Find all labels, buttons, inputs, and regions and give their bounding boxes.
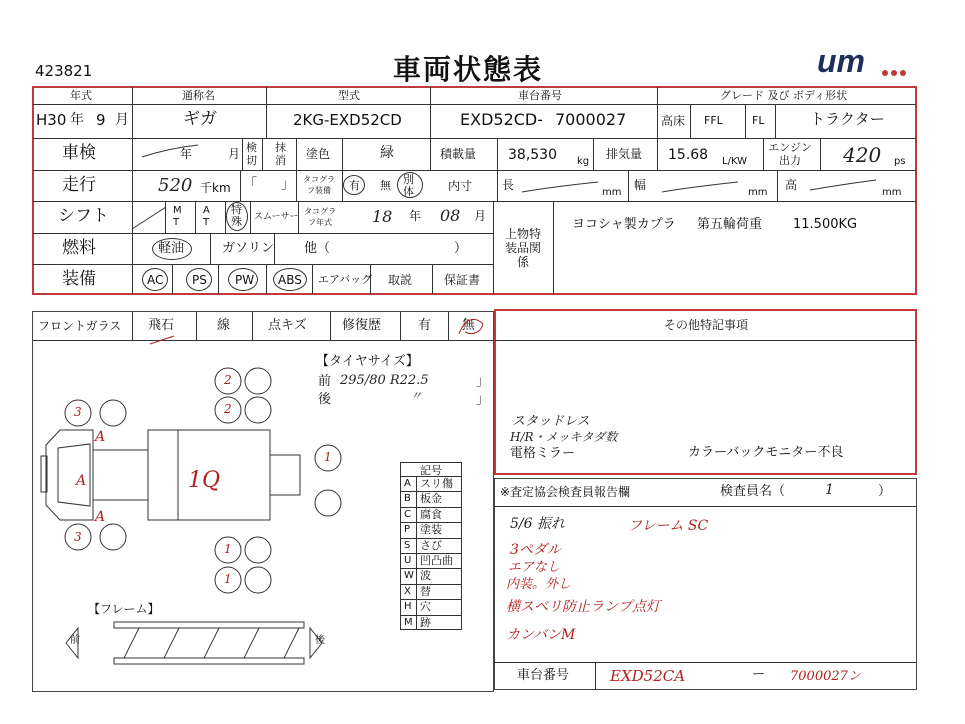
shift-mt: M T	[173, 205, 182, 228]
mileage-unit: 千km	[200, 181, 231, 195]
legend-code: H	[404, 601, 412, 613]
inspector-name-label: 検査員名（	[720, 484, 786, 499]
shift-special-circle	[226, 202, 248, 231]
page-title: 車両状態表	[393, 53, 544, 86]
windshield-no: 無	[462, 318, 476, 333]
equip-abs-circle	[273, 268, 307, 291]
month-value: 9	[96, 111, 106, 129]
tacho-year-unit: 年	[409, 209, 422, 223]
equip-pw: PW	[235, 273, 255, 287]
width-unit: mm	[748, 187, 768, 198]
legend-text: 板金	[420, 492, 442, 506]
mark-left-3: 3	[74, 405, 82, 419]
legend-text: 穴	[420, 600, 431, 614]
mark-rear-2: 1	[224, 572, 232, 586]
windshield-repair: 修復歴	[342, 318, 382, 333]
common-name: ギガ	[183, 109, 217, 129]
month-unit: 月	[115, 112, 129, 128]
shift-special: 特殊	[231, 203, 242, 228]
tacho-year-value: 18	[372, 207, 393, 226]
legend-text: 凹凸曲	[420, 554, 453, 567]
inspector-note-frame: フレーム SC	[628, 518, 709, 534]
document-number: 423821	[35, 62, 93, 80]
tacho-yes-circle	[343, 175, 365, 195]
label-common-name: 通称名	[182, 89, 215, 102]
inspection-massho: 抹消	[275, 141, 286, 167]
frame-rear-label: 後	[315, 635, 325, 646]
load-value: 38,530	[508, 147, 557, 163]
load-unit: kg	[577, 156, 590, 167]
equip-abs: ABS	[278, 273, 302, 287]
mileage-bracket-open: 「	[244, 177, 258, 192]
legend-text: スリ傷	[420, 477, 453, 490]
windshield-line: 線	[217, 318, 231, 333]
label-paint: 塗色	[306, 147, 331, 161]
remarks-title: その他特記事項	[664, 318, 749, 332]
label-windshield: フロントガラス	[38, 319, 122, 333]
chassis-number: 7000027	[555, 110, 627, 129]
tire-front-value: 295/80 R22.5	[340, 373, 429, 388]
label-engine: エンジン出力	[768, 141, 812, 167]
label-tacho-equip: タコグラフ装備	[303, 175, 335, 195]
label-fuel: 燃料	[62, 238, 96, 258]
fuel-other: 他（	[304, 241, 331, 256]
shift-slash	[130, 205, 170, 231]
height-unit: mm	[882, 187, 902, 198]
option-ffl: FFL	[704, 114, 723, 127]
mark-right-1: 1	[324, 450, 332, 464]
company-logo	[815, 42, 910, 80]
label-inspection: 車検	[62, 143, 96, 163]
inspector-note-3pedal: 3ペダル	[510, 542, 561, 558]
equip-ps-circle	[186, 268, 212, 291]
legend-title: 記号	[420, 464, 442, 477]
fuel-diesel-circle	[152, 238, 192, 260]
legend-text: さび	[420, 538, 442, 552]
label-tire-rear: 後	[318, 392, 332, 407]
label-length: 長	[502, 178, 515, 192]
tire-rear-bracket: 」	[476, 392, 490, 407]
logo-mark	[815, 42, 910, 80]
displacement-value: 15.68	[668, 147, 709, 163]
mark-body: 1Q	[188, 468, 221, 493]
year-era: H30	[36, 111, 67, 129]
legend-text: 腐食	[420, 507, 442, 521]
footer-chassis-value: EXD52CA	[610, 667, 686, 685]
tire-rear-value: 〃	[410, 389, 423, 403]
label-year: 年式	[70, 89, 92, 102]
upper-equipment-fifth-wheel: 第五輪荷重	[697, 217, 763, 232]
label-displacement: 排気量	[606, 147, 643, 161]
remarks-studless: スタッドレス	[512, 414, 590, 429]
model-value: 2KG-EXD52CD	[293, 111, 402, 129]
remarks-hr: H/R・メッキタダ数	[510, 430, 618, 444]
inspector-note-signboard: カンバンM	[506, 627, 576, 643]
tacho-month-value: 08	[440, 206, 461, 225]
windshield-chip: 飛石	[148, 318, 175, 333]
mark-front-left-1: 2	[224, 373, 232, 387]
equip-warranty: 保証書	[444, 273, 481, 287]
label-equipment: 装備	[62, 269, 96, 289]
legend-code: W	[404, 570, 414, 582]
upper-equipment-coupler: ヨコシャ製カプラ	[572, 217, 676, 232]
remarks-back-monitor: カラーバックモニター不良	[688, 445, 844, 460]
label-inner-size: 内寸	[448, 179, 473, 193]
inspector-note-vibration: 5/6 振れ	[510, 516, 565, 532]
mark-rear-1: 1	[224, 542, 232, 556]
engine-unit: ps	[894, 156, 906, 167]
upper-equipment-load: 11.500KG	[793, 217, 858, 232]
fuel-diesel: 軽油	[158, 241, 185, 256]
inspector-note-slip-lamp: 横スベリ防止ランプ点灯	[506, 599, 660, 615]
label-mileage: 走行	[62, 175, 96, 195]
footer-chassis-dash: ー	[752, 667, 766, 682]
label-shift: シフト	[58, 206, 109, 226]
equip-pw-circle	[228, 268, 258, 291]
displacement-unit: L/KW	[722, 156, 748, 167]
tacho-separate-circle	[397, 172, 423, 198]
legend-code: X	[404, 585, 411, 597]
equip-airbag: エアバッグ	[318, 273, 373, 286]
label-tire-front: 前	[318, 374, 332, 389]
legend-text: 替	[420, 584, 431, 598]
chassis-prefix: EXD52CD-	[460, 110, 544, 129]
mark-a-1: A	[95, 429, 106, 445]
footer-chassis-label: 車台番号	[517, 668, 570, 683]
engine-value: 420	[843, 143, 882, 167]
inspection-dash	[140, 143, 200, 159]
legend-code: B	[404, 493, 411, 505]
remarks-mirror: 電格ミラー	[510, 446, 576, 461]
legend-code: M	[404, 616, 413, 628]
label-frame: 【フレーム】	[88, 602, 160, 616]
inspector-note-no-air: エアなし	[508, 560, 561, 575]
inspector-name-value: 1	[825, 482, 834, 498]
inspector-note-interior: 内装。外し	[506, 577, 572, 592]
legend-code: A	[404, 478, 411, 489]
inspector-name-close: ）	[878, 484, 892, 499]
tacho-no: 無	[380, 179, 391, 192]
label-upper-equipment: 上物特装品関係	[504, 227, 541, 269]
label-width: 幅	[634, 178, 647, 192]
equip-ac-circle	[142, 268, 168, 291]
label-model: 型式	[338, 89, 360, 102]
chip-mark	[148, 330, 178, 350]
tire-front-bracket: 」	[476, 374, 490, 389]
mark-a-3: A	[95, 509, 106, 525]
footer-chassis-number: 7000027ン	[790, 669, 861, 684]
legend-text: 波	[420, 569, 431, 583]
fuel-gasoline: ガソリン	[222, 241, 275, 256]
option-high-floor: 高床	[661, 114, 686, 128]
legend-code: P	[404, 524, 411, 536]
body-type: トラクター	[810, 110, 885, 128]
label-tire-size: 【タイヤサイズ】	[316, 354, 419, 369]
inspection-month-unit: 月	[228, 147, 241, 161]
legend-text: 塗装	[420, 523, 442, 537]
height-dash	[808, 178, 878, 192]
option-fl: FL	[752, 114, 765, 127]
shift-at: A T	[203, 205, 210, 228]
windshield-scratch: 点キズ	[268, 318, 307, 333]
mileage-value: 520	[158, 175, 193, 196]
mark-front-left-2: 2	[224, 402, 232, 416]
windshield-no-mark	[455, 314, 487, 338]
shift-smoother: スムーサー	[254, 212, 299, 222]
inspection-year-unit: 年	[180, 147, 193, 161]
frame-diagram	[64, 618, 324, 668]
label-grade: グレード 及び ボディ形状	[720, 89, 848, 102]
windshield-yes: 有	[418, 318, 432, 333]
label-load: 積載量	[440, 147, 477, 161]
tacho-separate: 別体	[403, 173, 414, 198]
legend-code: U	[404, 555, 412, 566]
length-unit: mm	[602, 187, 622, 198]
equip-ps: PS	[192, 273, 207, 287]
equip-ac: AC	[147, 273, 164, 287]
label-chassis: 車台番号	[518, 89, 562, 102]
length-dash	[520, 180, 600, 194]
equip-manual: 取説	[388, 273, 413, 287]
width-dash	[660, 180, 740, 194]
mileage-bracket-close: 」	[281, 177, 295, 192]
inspection-kengiri: 検切	[246, 141, 257, 167]
logo-text: um	[817, 43, 865, 79]
fuel-other-close: ）	[454, 241, 468, 256]
tacho-month-unit: 月	[474, 209, 487, 223]
legend-code: S	[404, 539, 411, 551]
label-tacho-year: タコグラフ年式	[304, 207, 336, 227]
frame-front-label: 前	[70, 635, 80, 646]
legend-text: 跡	[420, 615, 431, 629]
mark-a-2: A	[76, 473, 87, 489]
legend-code: C	[404, 508, 411, 520]
tacho-yes: 有	[349, 179, 360, 192]
year-unit: 年	[70, 112, 84, 128]
mark-rear-3: 3	[74, 530, 82, 544]
inspector-title: ※査定協会検査員報告欄	[500, 485, 631, 499]
paint-value: 緑	[380, 145, 394, 161]
label-height: 高	[785, 178, 798, 192]
